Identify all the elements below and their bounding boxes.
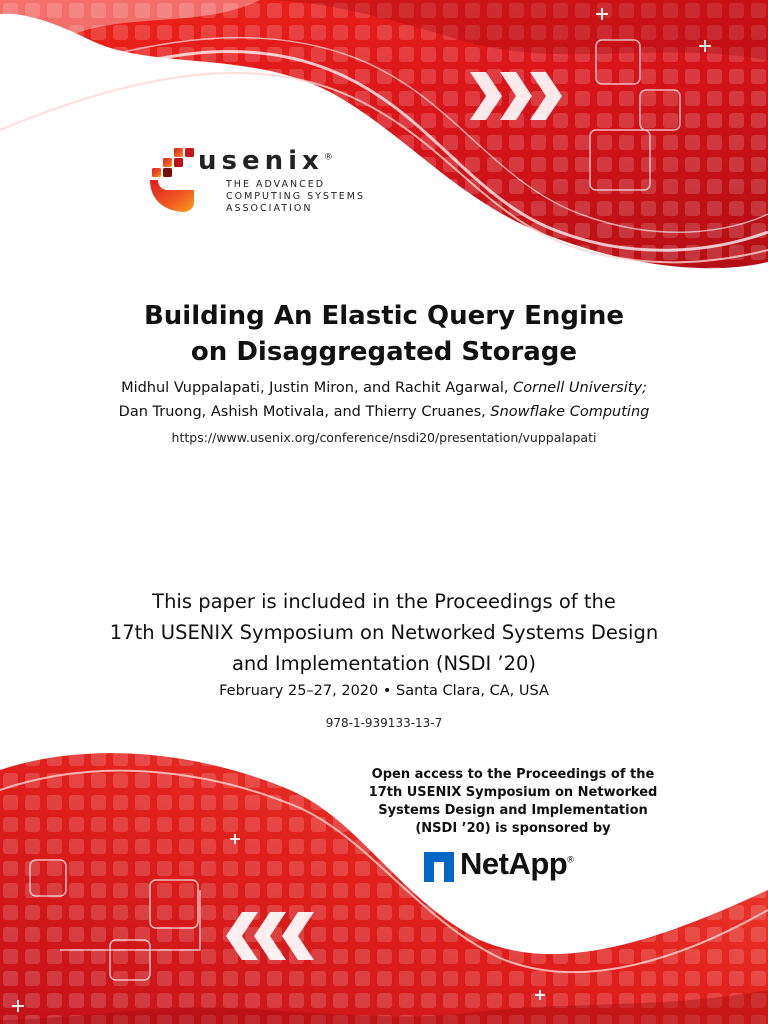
usenix-logo: [148, 146, 388, 226]
netapp-logo: [424, 848, 614, 888]
authors-names-1: Midhul Vuppalapati, Justin Miron, and Rachit Agarwal,: [121, 380, 509, 396]
sponsor-line: Open access to the Proceedings of the: [371, 767, 655, 782]
usenix-shield-icon: [148, 146, 196, 216]
title-line: on Disaggregated Storage: [190, 337, 578, 367]
author-list: [0, 376, 768, 424]
usenix-wordmark: usenix®: [198, 146, 338, 176]
conference-date-location: February 25–27, 2020 • Santa Clara, CA, USA: [219, 683, 549, 699]
proceedings-statement: [0, 586, 768, 679]
proceedings-line: This paper is included in the Proceedings of the: [152, 590, 616, 613]
author-line-1: [0, 376, 768, 400]
authors-names-2: Dan Truong, Ashish Motivala, and Thierry Cruanes,: [118, 404, 486, 420]
proceedings-line: 17th USENIX Symposium on Networked Systems Design: [109, 621, 659, 644]
affiliation-1: Cornell University;: [513, 380, 647, 396]
paper-title: [0, 298, 768, 370]
tagline-line: ASSOCIATION: [226, 203, 313, 214]
isbn: 978-1-939133-13-7: [325, 716, 443, 730]
presentation-url[interactable]: https://www.usenix.org/conference/nsdi20/presentation/vuppalapati: [171, 430, 597, 445]
tagline-line: COMPUTING SYSTEMS: [226, 191, 365, 202]
proceedings-line: and Implementation (NSDI ’20): [231, 652, 537, 675]
top-wave-band: [0, 0, 768, 268]
author-line-2: [0, 400, 768, 424]
title-line: Building An Elastic Query Engine: [143, 301, 625, 331]
netapp-wordmark: NetApp®: [460, 846, 574, 881]
sponsor-line: (NSDI ’20) is sponsored by: [415, 821, 611, 836]
netapp-n-icon: [424, 852, 454, 882]
usenix-tagline: [226, 179, 365, 215]
sponsor-statement: [340, 766, 686, 838]
sponsor-line: 17th USENIX Symposium on Networked: [368, 785, 658, 800]
sponsor-line: Systems Design and Implementation: [378, 803, 648, 818]
affiliation-2: Snowflake Computing: [490, 404, 650, 420]
tagline-line: THE ADVANCED: [226, 179, 326, 190]
